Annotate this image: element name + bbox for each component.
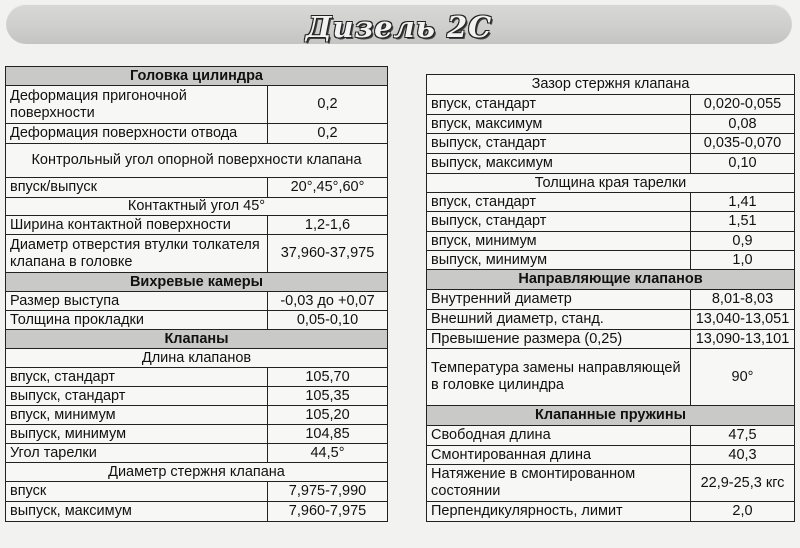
spec-row [427,193,795,212]
spec-row [427,465,795,502]
spec-value: 44,5° [268,444,388,463]
spec-label: Диаметр отверстия втулки толкателя клапана в головке [6,235,268,273]
subtitle-row [6,349,388,368]
spec-row [6,502,388,522]
spec-value: 0,05-0,10 [268,311,388,330]
spec-label: впуск, минимум [6,406,268,425]
spec-value: 0,10 [691,154,795,174]
spec-label: впуск [6,482,268,502]
page-title: Дизель 2С [305,10,493,44]
spec-label: Смонтированная длина [427,446,691,465]
spec-label: выпуск, стандарт [427,212,691,232]
section-header: Головка цилиндра [6,67,388,86]
spec-row [6,216,388,235]
spec-label: Температура замены направляющей в головке цилиндра [427,349,691,406]
spec-value: 2,0 [691,502,795,522]
spec-label: Ширина контактной поверхности [6,216,268,235]
left-spec-table [5,66,388,522]
spec-label: Свободная длина [427,426,691,446]
title-banner [6,4,792,44]
spec-row [6,292,388,311]
spec-label: Угол тарелки [6,444,268,463]
spec-value: 105,70 [268,368,388,387]
spec-label: впуск/выпуск [6,178,268,198]
spec-value: 0,9 [691,232,795,251]
spec-value: 47,5 [691,426,795,446]
spec-row [427,212,795,232]
spec-value: 13,040-13,051 [691,310,795,330]
section-header: Клапанные пружины [427,406,795,426]
section-header-row [6,67,388,86]
spec-row [427,134,795,154]
spec-row [427,310,795,330]
spec-label: выпуск, максимум [427,154,691,174]
section-subtitle: Зазор стержня клапана [427,75,795,95]
section-header: Направляющие клапанов [427,270,795,290]
section-header-row [6,273,388,292]
spec-value: 0,08 [691,115,795,134]
spec-row [427,290,795,310]
spec-value: 1,41 [691,193,795,212]
spec-row [427,330,795,349]
section-header-row [427,270,795,290]
spec-row [427,232,795,251]
spec-label: выпуск, стандарт [427,134,691,154]
section-header-row [6,330,388,349]
spec-label: Деформация пригоночной поверхности [6,86,268,124]
spec-row [6,235,388,273]
spec-value: 105,20 [268,406,388,425]
spec-label: выпуск, минимум [6,425,268,444]
spec-value: 90° [691,349,795,406]
spec-value: 7,975-7,990 [268,482,388,502]
spec-label: Перпендикулярность, лимит [427,502,691,522]
spec-value: 22,9-25,3 кгс [691,465,795,502]
spec-row [6,86,388,124]
section-header: Вихревые камеры [6,273,388,292]
spec-row [427,154,795,174]
spec-value: 13,090-13,101 [691,330,795,349]
spec-row [6,444,388,463]
spec-value: 0,2 [268,86,388,124]
subtitle-row [6,463,388,482]
spec-value: 1,0 [691,251,795,270]
spec-value: 20°,45°,60° [268,178,388,198]
spec-row [6,406,388,425]
spec-value: 0,2 [268,124,388,144]
spec-label: впуск, стандарт [6,368,268,387]
spec-value: 105,35 [268,387,388,406]
spec-value: 8,01-8,03 [691,290,795,310]
spec-label: Внутренний диаметр [427,290,691,310]
spec-row [427,115,795,134]
spec-label: Размер выступа [6,292,268,311]
spec-value: 104,85 [268,425,388,444]
section-subtitle: Контрольный угол опорной поверхности клапана [6,144,388,178]
section-subtitle: Контактный угол 45° [6,198,388,216]
spec-row [427,95,795,115]
spec-value: -0,03 до +0,07 [268,292,388,311]
spec-row [6,124,388,144]
spec-value: 7,960-7,975 [268,502,388,522]
spec-label: впуск, стандарт [427,95,691,115]
section-header-row [427,406,795,426]
spec-value: 40,3 [691,446,795,465]
spec-row [427,426,795,446]
spec-label: Внешний диаметр, станд. [427,310,691,330]
spec-label: Толщина прокладки [6,311,268,330]
spec-label: выпуск, максимум [6,502,268,522]
spec-row [427,251,795,270]
spec-label: выпуск, стандарт [6,387,268,406]
section-subtitle: Диаметр стержня клапана [6,463,388,482]
spec-label: выпуск, минимум [427,251,691,270]
subtitle-row [6,144,388,178]
spec-value: 0,035-0,070 [691,134,795,154]
subtitle-row [427,75,795,95]
spec-value: 1,2-1,6 [268,216,388,235]
spec-row [427,349,795,406]
spec-label: Превышение размера (0,25) [427,330,691,349]
spec-row [6,368,388,387]
spec-row [6,482,388,502]
spec-value: 37,960-37,975 [268,235,388,273]
spec-value: 1,51 [691,212,795,232]
spec-row [6,311,388,330]
spec-label: впуск, стандарт [427,193,691,212]
spec-row [6,425,388,444]
spec-value: 0,020-0,055 [691,95,795,115]
spec-label: Натяжение в смонтированном состоянии [427,465,691,502]
spec-row [427,502,795,522]
subtitle-row [6,198,388,216]
right-spec-table [426,74,795,522]
subtitle-row [427,174,795,193]
spec-label: впуск, максимум [427,115,691,134]
spec-row [6,178,388,198]
section-subtitle: Толщина края тарелки [427,174,795,193]
spec-label: впуск, минимум [427,232,691,251]
spec-label: Деформация поверхности отвода [6,124,268,144]
spec-row [427,446,795,465]
spec-row [6,387,388,406]
section-subtitle: Длина клапанов [6,349,388,368]
section-header: Клапаны [6,330,388,349]
